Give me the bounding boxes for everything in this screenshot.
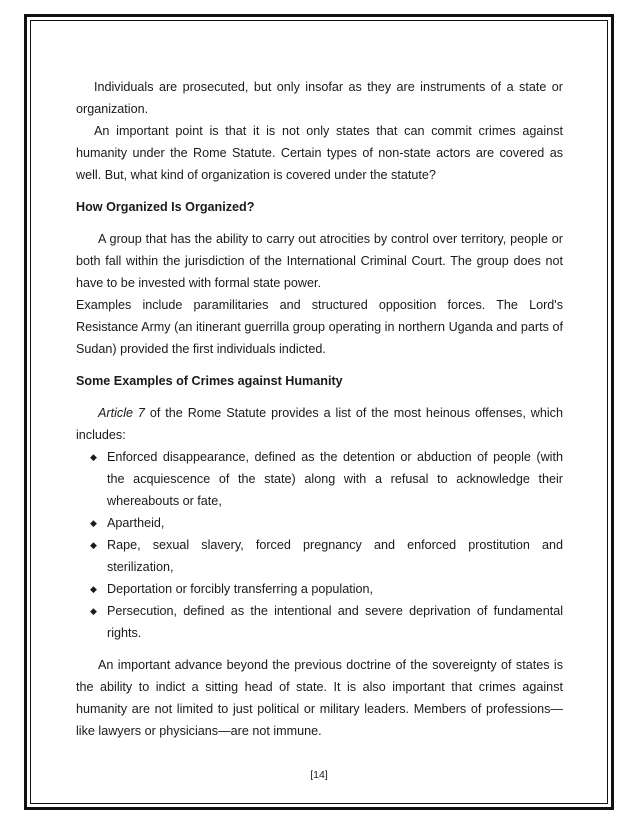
paragraph-article-7 xyxy=(76,402,563,446)
paragraph-individuals: Individuals are prosecuted, but only insofar as they are instruments of a state or organization. xyxy=(76,80,563,116)
paragraph-non-state-actors: An important point is that it is not only states that can commit crimes against humanity under the Rome Statute. Certain types of non-state actors are covered as well. But, what kind of organization is covered under the statute? xyxy=(76,124,563,182)
bullet-icon: ◆ xyxy=(90,518,97,528)
bullet-icon: ◆ xyxy=(90,452,97,462)
crimes-list xyxy=(76,446,563,644)
bullet-icon: ◆ xyxy=(90,584,97,594)
paragraph-examples: Examples include paramilitaries and structured opposition forces. The Lord's Resistance Army (an itinerant guerrilla group operating in northern Uganda and parts of Sudan) provided the first individuals indicted. xyxy=(76,298,563,356)
list-item-text: Deportation or forcibly transferring a population, xyxy=(107,582,374,596)
article-7-text: of the Rome Statute provides a list of the most heinous offenses, which includes: xyxy=(76,406,563,442)
page-number: [14] xyxy=(310,769,328,781)
bullet-icon: ◆ xyxy=(90,606,97,616)
paragraph-head-of-state: An important advance beyond the previous doctrine of the sovereignty of states is the ability to indict a sitting head of state. It is also important that crimes against humanity are not limited to just political or military leaders. Members of professions—like lawyers or physicians—are not immune. xyxy=(76,658,563,738)
list-item-text: Persecution, defined as the intentional and severe deprivation of fundamental rights. xyxy=(107,604,563,640)
list-item xyxy=(90,534,563,578)
list-item-text: Apartheid, xyxy=(107,516,165,530)
bullet-icon: ◆ xyxy=(90,540,97,550)
list-item-text: Rape, sexual slavery, forced pregnancy and enforced prostitution and sterilization, xyxy=(107,538,563,574)
page-content xyxy=(76,76,563,742)
heading-how-organized: How Organized Is Organized? xyxy=(76,200,255,214)
list-item xyxy=(90,512,563,534)
list-item xyxy=(90,600,563,644)
list-item xyxy=(90,446,563,512)
heading-examples-of-crimes: Some Examples of Crimes against Humanity xyxy=(76,374,343,388)
list-item-text: Enforced disappearance, defined as the detention or abduction of people (with the acquiescence of the state) along with a refusal to acknowledge their whereabouts or fate, xyxy=(107,450,563,508)
list-item xyxy=(90,578,563,600)
paragraph-group-ability: A group that has the ability to carry out atrocities by control over territory, people or both fall within the jurisdiction of the International Criminal Court. The group does not have to be invested with formal state power. xyxy=(76,232,563,290)
article-7-reference: Article 7 xyxy=(98,406,145,420)
